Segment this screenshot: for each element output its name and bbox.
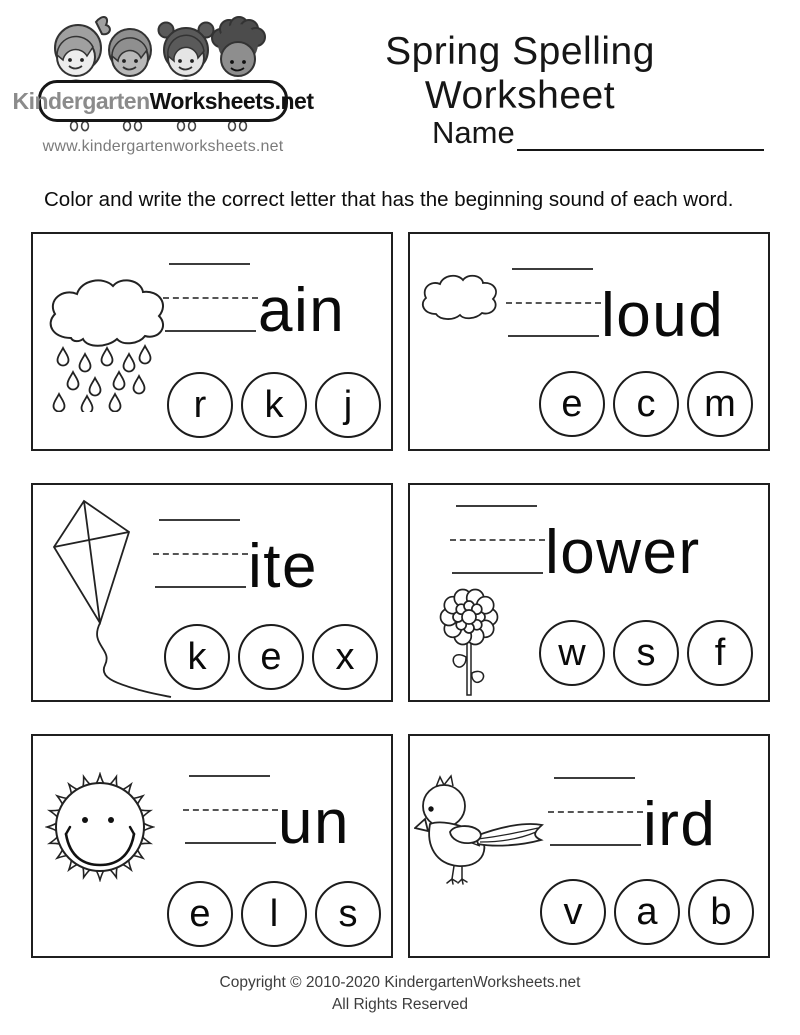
letter-choices: [164, 624, 378, 690]
word-suffix: un: [278, 788, 350, 857]
letter-choices: [539, 620, 753, 686]
name-label: Name: [432, 115, 515, 150]
letter-option[interactable]: r: [167, 372, 233, 438]
handwriting-lines[interactable]: [163, 263, 258, 332]
exercise-card-sun: [31, 734, 393, 958]
logo-url: www.kindergartenworksheets.net: [42, 138, 284, 155]
exercise-card-kite: [31, 483, 393, 702]
letter-option[interactable]: e: [238, 624, 304, 690]
letter-choices: [539, 371, 753, 437]
letter-choices: [167, 372, 381, 438]
kids-feet-icon: [38, 121, 288, 134]
kids-illustration-icon: [38, 14, 288, 88]
letter-option[interactable]: m: [687, 371, 753, 437]
cloud-icon: [416, 270, 508, 326]
sun-icon: [45, 772, 155, 882]
handwriting-lines[interactable]: [450, 505, 545, 574]
bird-icon: [414, 772, 554, 886]
rights-text: All Rights Reserved: [331, 996, 469, 1014]
brand-name-black: Worksheets.net: [149, 87, 314, 114]
letter-option[interactable]: f: [687, 620, 753, 686]
word-suffix: lower: [545, 518, 701, 587]
letter-option[interactable]: e: [539, 371, 605, 437]
letter-choices: [540, 879, 754, 945]
brand-name-gray: Kindergarten: [12, 87, 150, 114]
letter-option[interactable]: c: [613, 371, 679, 437]
page-title: Spring Spelling Worksheet: [385, 30, 655, 117]
letter-option[interactable]: a: [614, 879, 680, 945]
writing-area[interactable]: [450, 505, 701, 587]
exercise-card-bird: [408, 734, 770, 958]
exercise-card-flower: [408, 483, 770, 702]
writing-area[interactable]: [506, 268, 725, 350]
word-suffix: ite: [248, 532, 318, 601]
letter-option[interactable]: e: [167, 881, 233, 947]
letter-option[interactable]: v: [540, 879, 606, 945]
letter-option[interactable]: k: [164, 624, 230, 690]
letter-option[interactable]: w: [539, 620, 605, 686]
letter-option[interactable]: x: [312, 624, 378, 690]
logo-banner: [12, 80, 314, 122]
flower-icon: [436, 581, 508, 699]
writing-area[interactable]: [183, 775, 350, 857]
name-row: [432, 115, 764, 151]
handwriting-lines[interactable]: [506, 268, 601, 337]
exercise-card-cloud: [408, 232, 770, 451]
word-suffix: ird: [643, 790, 717, 859]
letter-option[interactable]: s: [613, 620, 679, 686]
site-logo: [12, 14, 314, 156]
writing-area[interactable]: [153, 519, 318, 601]
word-suffix: ain: [258, 276, 346, 345]
letter-option[interactable]: k: [241, 372, 307, 438]
letter-choices: [167, 881, 381, 947]
footer: [0, 972, 800, 1017]
letter-option[interactable]: s: [315, 881, 381, 947]
letter-option[interactable]: l: [241, 881, 307, 947]
name-blank-line[interactable]: [517, 119, 764, 151]
writing-area[interactable]: [163, 263, 346, 345]
handwriting-lines[interactable]: [153, 519, 248, 588]
exercise-card-rain: [31, 232, 393, 451]
handwriting-lines[interactable]: [548, 777, 643, 846]
writing-area[interactable]: [548, 777, 717, 859]
letter-option[interactable]: j: [315, 372, 381, 438]
copyright-text: Copyright © 2010-2020 KindergartenWorksheets.net: [219, 974, 581, 991]
word-suffix: loud: [601, 281, 725, 350]
rain-cloud-icon: [41, 274, 173, 412]
instruction-text: Color and write the correct letter that has the beginning sound of each word.: [44, 188, 734, 211]
handwriting-lines[interactable]: [183, 775, 278, 844]
letter-option[interactable]: b: [688, 879, 754, 945]
